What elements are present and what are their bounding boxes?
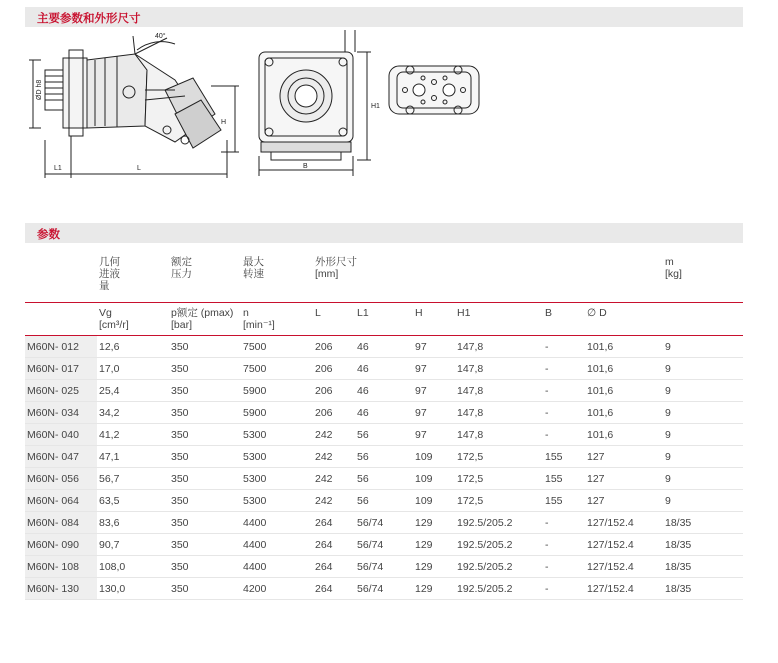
header-displacement: 几何 进液 量 (97, 248, 169, 303)
value-cell: 350 (169, 534, 241, 556)
value-cell: 101,6 (585, 336, 663, 358)
table-row (25, 402, 743, 424)
subheader-l1: L1 (355, 303, 413, 336)
value-cell: 147,8 (455, 358, 543, 380)
value-cell: 350 (169, 402, 241, 424)
value-cell: 56 (355, 468, 413, 490)
value-cell: 147,8 (455, 424, 543, 446)
value-cell: 130,0 (97, 578, 169, 600)
h-label: H (221, 119, 227, 126)
value-cell: 101,6 (585, 358, 663, 380)
value-cell: 147,8 (455, 380, 543, 402)
diameter-label: ØD h8 (36, 79, 43, 100)
value-cell: 56/74 (355, 578, 413, 600)
model-cell: M60N- 047 (25, 446, 97, 468)
value-cell: 350 (169, 380, 241, 402)
value-cell: 9 (663, 424, 743, 446)
value-cell: 4400 (241, 512, 313, 534)
value-cell: 264 (313, 578, 355, 600)
value-cell: 46 (355, 336, 413, 358)
table-body (25, 336, 743, 600)
value-cell: 350 (169, 556, 241, 578)
value-cell: 155 (543, 490, 585, 512)
table-row (25, 490, 743, 512)
value-cell: 56/74 (355, 512, 413, 534)
value-cell: 206 (313, 358, 355, 380)
model-cell: M60N- 034 (25, 402, 97, 424)
params-section-title: 参数 (37, 227, 60, 241)
subheader-n: n [min⁻¹] (241, 303, 313, 336)
value-cell: 97 (413, 358, 455, 380)
value-cell: 97 (413, 380, 455, 402)
value-cell: 172,5 (455, 468, 543, 490)
value-cell: 350 (169, 512, 241, 534)
value-cell: 127/152.4 (585, 578, 663, 600)
value-cell: 56/74 (355, 556, 413, 578)
value-cell: 5300 (241, 424, 313, 446)
value-cell: 109 (413, 446, 455, 468)
value-cell: 264 (313, 512, 355, 534)
table-row (25, 534, 743, 556)
value-cell: 17,0 (97, 358, 169, 380)
value-cell: 127 (585, 490, 663, 512)
value-cell: 101,6 (585, 380, 663, 402)
value-cell: 242 (313, 424, 355, 446)
value-cell: 97 (413, 336, 455, 358)
value-cell: 5900 (241, 380, 313, 402)
model-cell: M60N- 017 (25, 358, 97, 380)
value-cell: 242 (313, 468, 355, 490)
technical-drawings (25, 30, 743, 190)
value-cell: 7500 (241, 358, 313, 380)
value-cell: 9 (663, 402, 743, 424)
model-cell: M60N- 025 (25, 380, 97, 402)
value-cell: 9 (663, 358, 743, 380)
model-cell: M60N- 040 (25, 424, 97, 446)
value-cell: 9 (663, 446, 743, 468)
dimensions-section-title: 主要参数和外形尺寸 (37, 11, 141, 25)
table-row (25, 358, 743, 380)
value-cell: 129 (413, 512, 455, 534)
value-cell: 109 (413, 490, 455, 512)
value-cell: 90,7 (97, 534, 169, 556)
value-cell: 18/35 (663, 534, 743, 556)
b-label: B (303, 163, 308, 170)
value-cell: 155 (543, 446, 585, 468)
value-cell: 9 (663, 380, 743, 402)
value-cell: 127/152.4 (585, 534, 663, 556)
value-cell: 350 (169, 578, 241, 600)
value-cell: 155 (543, 468, 585, 490)
value-cell: 172,5 (455, 446, 543, 468)
value-cell: 46 (355, 380, 413, 402)
value-cell: 101,6 (585, 402, 663, 424)
value-cell: 18/35 (663, 556, 743, 578)
port-plate-drawing (389, 66, 479, 114)
value-cell: 83,6 (97, 512, 169, 534)
value-cell: 47,1 (97, 446, 169, 468)
value-cell: 4200 (241, 578, 313, 600)
value-cell: 129 (413, 578, 455, 600)
value-cell: 97 (413, 424, 455, 446)
front-view-drawing (259, 30, 371, 176)
value-cell: 56,7 (97, 468, 169, 490)
value-cell: 206 (313, 380, 355, 402)
value-cell: 350 (169, 446, 241, 468)
value-cell: 18/35 (663, 578, 743, 600)
value-cell: 147,8 (455, 336, 543, 358)
value-cell: 41,2 (97, 424, 169, 446)
value-cell: 350 (169, 490, 241, 512)
subheader-p: p额定 (pmax) [bar] (169, 303, 241, 336)
value-cell: 127/152.4 (585, 512, 663, 534)
value-cell: 350 (169, 336, 241, 358)
subheader-l: L (313, 303, 355, 336)
table-row (25, 446, 743, 468)
value-cell: - (543, 358, 585, 380)
value-cell: - (543, 556, 585, 578)
value-cell: 5900 (241, 402, 313, 424)
subheader-d: ∅ D (585, 303, 663, 336)
value-cell: 63,5 (97, 490, 169, 512)
value-cell: 97 (413, 402, 455, 424)
value-cell: 192.5/205.2 (455, 556, 543, 578)
value-cell: 264 (313, 556, 355, 578)
value-cell: 147,8 (455, 402, 543, 424)
value-cell: 56 (355, 446, 413, 468)
value-cell: 192.5/205.2 (455, 534, 543, 556)
value-cell: 264 (313, 534, 355, 556)
value-cell: 46 (355, 402, 413, 424)
value-cell: 7500 (241, 336, 313, 358)
model-cell: M60N- 056 (25, 468, 97, 490)
value-cell: 34,2 (97, 402, 169, 424)
table-row (25, 468, 743, 490)
value-cell: 127 (585, 446, 663, 468)
value-cell: 9 (663, 490, 743, 512)
value-cell: 56 (355, 424, 413, 446)
value-cell: 108,0 (97, 556, 169, 578)
value-cell: 127 (585, 468, 663, 490)
value-cell: 129 (413, 534, 455, 556)
value-cell: 172,5 (455, 490, 543, 512)
header-pressure: 额定 压力 (169, 248, 241, 303)
value-cell: - (543, 380, 585, 402)
value-cell: 5300 (241, 468, 313, 490)
value-cell: 350 (169, 468, 241, 490)
model-cell: M60N- 130 (25, 578, 97, 600)
value-cell: 127/152.4 (585, 556, 663, 578)
l-label: L (137, 165, 141, 172)
value-cell: 18/35 (663, 512, 743, 534)
side-view-drawing (29, 36, 239, 178)
subheader-h: H (413, 303, 455, 336)
header-speed: 最大 转速 (241, 248, 313, 303)
value-cell: 5300 (241, 490, 313, 512)
value-cell: 46 (355, 358, 413, 380)
params-section-bar (25, 223, 743, 243)
table-row (25, 424, 743, 446)
value-cell: 192.5/205.2 (455, 578, 543, 600)
value-cell: 350 (169, 358, 241, 380)
value-cell: - (543, 578, 585, 600)
table-subheader-row (25, 303, 743, 336)
value-cell: 101,6 (585, 424, 663, 446)
angle-label: 40° (155, 33, 166, 40)
table-row (25, 512, 743, 534)
value-cell: - (543, 402, 585, 424)
value-cell: 56 (355, 490, 413, 512)
value-cell: 9 (663, 336, 743, 358)
header-mass: m [kg] (663, 248, 743, 303)
table-header-row (25, 248, 743, 303)
value-cell: 242 (313, 446, 355, 468)
value-cell: 12,6 (97, 336, 169, 358)
value-cell: 25,4 (97, 380, 169, 402)
table-row (25, 556, 743, 578)
value-cell: 129 (413, 556, 455, 578)
value-cell: 350 (169, 424, 241, 446)
subheader-b: B (543, 303, 585, 336)
subheader-h1: H1 (455, 303, 543, 336)
value-cell: 9 (663, 468, 743, 490)
model-cell: M60N- 012 (25, 336, 97, 358)
model-cell: M60N- 090 (25, 534, 97, 556)
subheader-vg: Vg [cm³/r] (97, 303, 169, 336)
model-cell: M60N- 064 (25, 490, 97, 512)
model-cell: M60N- 108 (25, 556, 97, 578)
table-row (25, 578, 743, 600)
value-cell: 206 (313, 402, 355, 424)
params-table (25, 248, 743, 600)
value-cell: 109 (413, 468, 455, 490)
value-cell: - (543, 512, 585, 534)
table-row (25, 380, 743, 402)
value-cell: 242 (313, 490, 355, 512)
value-cell: - (543, 424, 585, 446)
value-cell: 206 (313, 336, 355, 358)
value-cell: - (543, 336, 585, 358)
value-cell: 4400 (241, 556, 313, 578)
model-cell: M60N- 084 (25, 512, 97, 534)
table-row (25, 336, 743, 358)
value-cell: 5300 (241, 446, 313, 468)
value-cell: 56/74 (355, 534, 413, 556)
header-dimensions: 外形尺寸 [mm] (313, 248, 663, 303)
value-cell: 4400 (241, 534, 313, 556)
h1-label: H1 (371, 103, 380, 110)
l1-label: L1 (54, 165, 62, 172)
value-cell: - (543, 534, 585, 556)
value-cell: 192.5/205.2 (455, 512, 543, 534)
dimensions-section-bar (25, 7, 743, 27)
